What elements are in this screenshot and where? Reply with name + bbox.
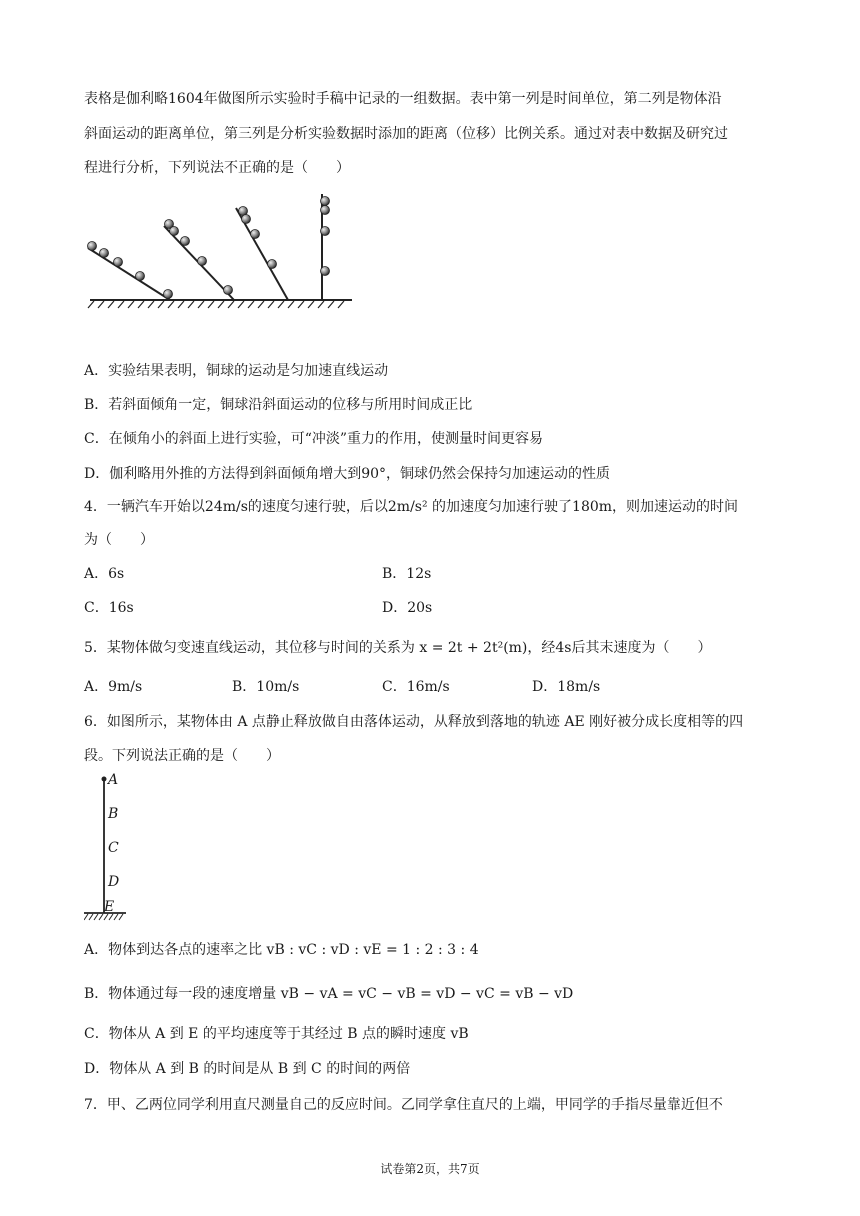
q6-option-c: C．物体从 A 到 E 的平均速度等于其经过 B 点的瞬时速度 vB [84, 1026, 469, 1042]
q5-option-a: A．9m/s [84, 679, 143, 695]
q4-option-a: A．6s [84, 566, 125, 582]
q5-stem: 5．某物体做匀变速直线运动，其位移与时间的关系为 x = 2t + 2t²(m)，经4s后其末速度为（ ） [84, 640, 712, 656]
q4-stem-line2: 为（ ） [84, 532, 154, 548]
q3-stem-line3: 程进行分析，下列说法不正确的是（ ） [84, 160, 350, 176]
q6-stem-line2: 段。下列说法正确的是（ ） [84, 748, 280, 764]
point-d-label: D [108, 874, 120, 890]
point-e-label: E [104, 899, 115, 915]
point-a-label: A [108, 772, 119, 788]
q4-option-b: B．12s [382, 566, 432, 582]
q3-option-b: B．若斜面倾角一定，铜球沿斜面运动的位移与所用时间成正比 [84, 397, 473, 413]
point-b-label: B [108, 806, 119, 822]
q5-option-b: B．10m/s [232, 679, 300, 695]
q6-stem-line1: 6．如图所示，某物体由 A 点静止释放做自由落体运动，从释放到落地的轨迹 AE 刚好被分成长度相等的四 [84, 714, 744, 730]
page-footer: 试卷第2页，共7页 [380, 1162, 480, 1176]
q3-stem-line2: 斜面运动的距离单位，第三列是分析实验数据时添加的距离（位移）比例关系。通过对表中数据及研究过 [84, 126, 728, 142]
q6-option-b: B．物体通过每一段的速度增量 vB − vA = vC − vB = vD − vC = vB − vD [84, 986, 574, 1002]
q5-option-d: D．18m/s [532, 679, 601, 695]
q3-option-a: A．实验结果表明，铜球的运动是匀加速直线运动 [84, 363, 389, 379]
q3-option-d: D．伽利略用外推的方法得到斜面倾角增大到90°，铜球仍然会保持匀加速运动的性质 [84, 466, 611, 482]
q6-option-a: A．物体到达各点的速率之比 vB : vC : vD : vE = 1 : 2 : 3 : 4 [84, 942, 479, 958]
q7-stem-line1: 7．甲、乙两位同学利用直尺测量自己的反应时间。乙同学拿住直尺的上端，甲同学的手指尽量靠近但不 [84, 1097, 723, 1113]
point-c-label: C [108, 840, 119, 856]
q4-option-d: D．20s [382, 600, 433, 616]
inclined-plane-figure [84, 190, 354, 310]
q3-option-c: C．在倾角小的斜面上进行实验，可“冲淡”重力的作用，使测量时间更容易 [84, 431, 544, 447]
q4-option-c: C．16s [84, 600, 134, 616]
q6-option-d: D．物体从 A 到 B 的时间是从 B 到 C 的时间的两倍 [84, 1061, 411, 1077]
q4-stem-line1: 4．一辆汽车开始以24m/s的速度匀速行驶，后以2m/s² 的加速度匀加速行驶了180m，则加速运动的时间 [84, 499, 739, 515]
q5-option-c: C．16m/s [382, 679, 450, 695]
q3-stem-line1: 表格是伽利略1604年做图所示实验时手稿中记录的一组数据。表中第一列是时间单位，第二列是物体沿 [84, 91, 722, 107]
